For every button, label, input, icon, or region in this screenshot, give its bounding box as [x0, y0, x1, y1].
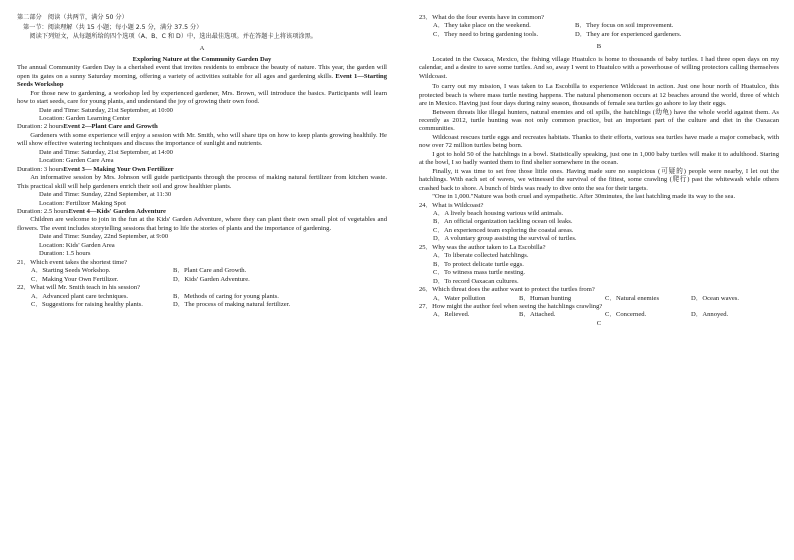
- subsection-title: 第一节：阅读理解（共 15 小题；每小题 2.5 分，满分 37.5 分）: [23, 24, 203, 32]
- q26-option-c: C．Natural enemies: [605, 294, 660, 302]
- q21-options-row2: [17, 276, 387, 284]
- passage-b-letter: B: [596, 43, 602, 51]
- question-21: 21．Which event takes the shortest time?: [17, 258, 128, 266]
- q25-option-a: A．To liberate collected hatchlings.: [433, 252, 529, 260]
- event3-heading: Event 3— Making Your Own Fertilizer: [63, 165, 174, 173]
- passage-b-p6: Finally, it was time to set free those little ones. Having made sure no suspicious (可疑的) people were nearby, I let out the hatchlings. With each set of waves, we witnessed the survival of the fittest, some crawling (爬行) past the whitewash while others crashed back to shore. A bunch of birds was ready to dive onto the sea for their targets.: [419, 167, 779, 192]
- q23-option-b: B．They focus on soil improvement.: [575, 22, 674, 30]
- question-22: 22．What will Mr. Smith teach in his session?: [17, 284, 141, 292]
- q24-option-c: C．An experienced team exploring the coastal areas.: [433, 226, 574, 234]
- question-27: 27．How might the author feel when seeing the hatchlings crawling?: [419, 302, 603, 310]
- q26-option-a: A．Water pollution: [433, 294, 486, 302]
- q21-option-b: B．Plant Care and Growth.: [173, 267, 247, 275]
- q22-options-row2: [17, 301, 387, 309]
- event2-heading: Event 2—Plant Care and Growth: [63, 123, 158, 131]
- q26-options: [419, 295, 779, 303]
- q22-option-d: D．The process of making natural fertilizer.: [173, 300, 291, 308]
- passage-b-p1: Located in the Oaxaca, Mexico, the fishing village Huatulco is home to thousands of baby turtles. I had three open days on my calendar, and a desire to save some turtles. And so, away I went to Huatulco with a powerhouse of willing protectors calling themselves Wildcoast.: [419, 55, 779, 80]
- q22-option-c: C．Suggestions for raising healthy plants.: [31, 300, 143, 308]
- passage-c-letter: C: [596, 319, 602, 327]
- event2-date: Date and Time: Saturday, 21st September, at 14:00: [39, 148, 173, 156]
- q23-options-row2: [419, 31, 779, 39]
- q21-option-d: D．Kids' Garden Adventure.: [173, 275, 250, 283]
- passage-b-p4: Wildcoast rescues turtle eggs and recreates habitats. Thanks to their efforts, various sea turtles have made a major comeback, with now over 72 million turtles being born.: [419, 133, 779, 150]
- q22-option-b: B．Methods of caring for young plants.: [173, 292, 279, 300]
- left-column: [17, 14, 387, 309]
- passage-a-title: Exploring Nature at the Community Garden Day: [132, 55, 272, 63]
- intro-paragraph: The annual Community Garden Day is a cherished event that invites residents to embrace the beauty of nature. This year, the garden will open its gates on a sunny Saturday morning, offering a variety of activities suitable for all ages and gardening skills. Event 1—Starting Seeds Workshop: [17, 64, 388, 89]
- q25-option-c: C．To witness mass turtle nesting.: [433, 269, 526, 277]
- event4-text: Children are welcome to join in the fun at the Kids' Garden Adventure, where they can plant their own small plot of vegetables and flowers. The event includes storytelling sessions that bring to life the stories of plants and the importance of gardening.: [17, 216, 387, 232]
- event4-date: Date and Time: Sunday, 22nd September, at 9:00: [39, 233, 169, 241]
- q25-option-d: D．To record Oaxacan cultures.: [433, 277, 519, 285]
- q21-option-a: A．Starting Seeds Workshop.: [31, 267, 111, 275]
- q21-option-c: C．Making Your Own Fertilizer.: [31, 275, 119, 283]
- event1-location: Location: Garden Learning Center: [39, 114, 130, 122]
- q24-option-d: D．A voluntary group assisting the survival of turtles.: [433, 235, 577, 243]
- q23-option-d: D．They are for experienced gardeners.: [575, 30, 682, 38]
- q24-option-a: A．A lively beach housing various wild animals.: [433, 209, 564, 217]
- passage-b-p2: To carry out my mission, I was taken to La Escobilla to experience Wildcoast in action. Just one hour north of Huatulco, this protected beach is where mass turtle nesting happens. The natural phenomenon occurs at 12 beaches around the world, three of which are in Mexico. Having just four days during rainy season, thousands of female sea turtles go ashore to lay their eggs.: [419, 83, 779, 108]
- right-column: [419, 14, 779, 328]
- passage-b-p7: "One in 1,000."Nature was both cruel and sympathetic. After 30minutes, the last hatchling made its way to the sea.: [432, 193, 736, 201]
- q23-options-row1: [419, 22, 779, 30]
- event1-duration-line: Duration: 2 hoursEvent 2—Plant Care and Growth: [17, 123, 158, 131]
- event3-duration-line: Duration: 2.5 hoursEvent 4—Kids' Garden Adventure: [17, 207, 166, 215]
- event4-location: Location: Kids' Garden Area: [39, 241, 115, 249]
- q26-option-d: D．Ocean waves.: [691, 294, 739, 302]
- passage-b-p5: I got to hold 50 of the hatchlings in a bowl. Statistically speaking, just one in 1,000 baby turtles will make it to adulthood. Staring at the bowl, I so badly wanted them to find shelter somewhere in the ocean.: [419, 150, 779, 167]
- q21-options-row1: [17, 267, 387, 275]
- q23-option-c: C．They need to bring gardening tools.: [433, 30, 539, 38]
- q22-option-a: A．Advanced plant care techniques.: [31, 292, 129, 300]
- event2-duration-line: Duration: 3 hoursEvent 3— Making Your Own Fertilizer: [17, 165, 174, 173]
- event3-location: Location: Fertilizer Making Spot: [39, 199, 126, 207]
- event3-text: An informative session by Mrs. Johnson will guide participants through the process of making natural fertilizer from kitchen waste. This practical skill will help gardeners enrich their soil and grow healthier plants.: [17, 174, 387, 190]
- q24-option-b: B．An official organization tackling ocean oil leaks.: [433, 218, 573, 226]
- event3-date: Date and Time: Sunday, 22nd September, at 11:30: [39, 191, 172, 199]
- event2-location: Location: Garden Care Area: [39, 157, 114, 165]
- passage-b-p3: Between threats like illegal hunters, natural enemies and oil spills, the hatchlings (幼龟) have the whole world against them. As recently as 2012, turtle hunting was not only common practice, but an important part of the culture and diet in the Oaxacan communities.: [419, 108, 779, 133]
- event1-text: For those new to gardening, a workshop led by experienced gardener, Mrs. Brown, will introduce the basics. Participants will learn how to start seeds, care for young plants, and understand the joy of growing their own food.: [17, 89, 387, 106]
- q26-option-b: B．Human hunting: [519, 294, 572, 302]
- instruction: 阅读下列短文，从每题所给的四个选项（A、B、C 和 D）中，选出最佳选项。并在答题卡上将该项涂黑。: [29, 32, 317, 40]
- event2-text: Gardeners with some experience will enjoy a session with Mr. Smith, who will share tips on how to keep plants growing healthily. He will show effective watering techniques and discuss the importance of sunlight and nutrients.: [17, 131, 387, 148]
- event4-duration: Duration: 1.5 hours: [39, 250, 91, 258]
- event1-date: Date and Time: Saturday, 21st September, at 10:00: [39, 106, 173, 114]
- q27-option-a: A．Relieved.: [433, 311, 470, 319]
- q27-option-c: C．Concerned.: [605, 311, 647, 319]
- question-24: 24．What is Wildcoast?: [419, 201, 484, 209]
- passage-a-letter: A: [199, 45, 205, 53]
- event4-heading: Event 4—Kids' Garden Adventure: [68, 207, 166, 215]
- question-25: 25．Why was the author taken to La Escobilla?: [419, 243, 546, 251]
- section-title: 第二部分 阅读（共两节，满分 50 分）: [17, 14, 128, 21]
- question-23: 23．What do the four events have in common?: [419, 14, 545, 21]
- q27-options: [419, 311, 779, 319]
- q25-option-b: B．To protect delicate turtle eggs.: [433, 260, 524, 268]
- q27-option-d: D．Annoyed.: [691, 311, 729, 319]
- question-26: 26．Which threat does the author want to protect the turtles from?: [419, 286, 595, 294]
- event1-heading: Event 1—Starting Seeds Workshop: [17, 72, 388, 89]
- q23-option-a: A．They take place on the weekend.: [433, 22, 531, 30]
- q22-options-row1: [17, 293, 387, 301]
- q27-option-b: B．Attached.: [519, 311, 556, 319]
